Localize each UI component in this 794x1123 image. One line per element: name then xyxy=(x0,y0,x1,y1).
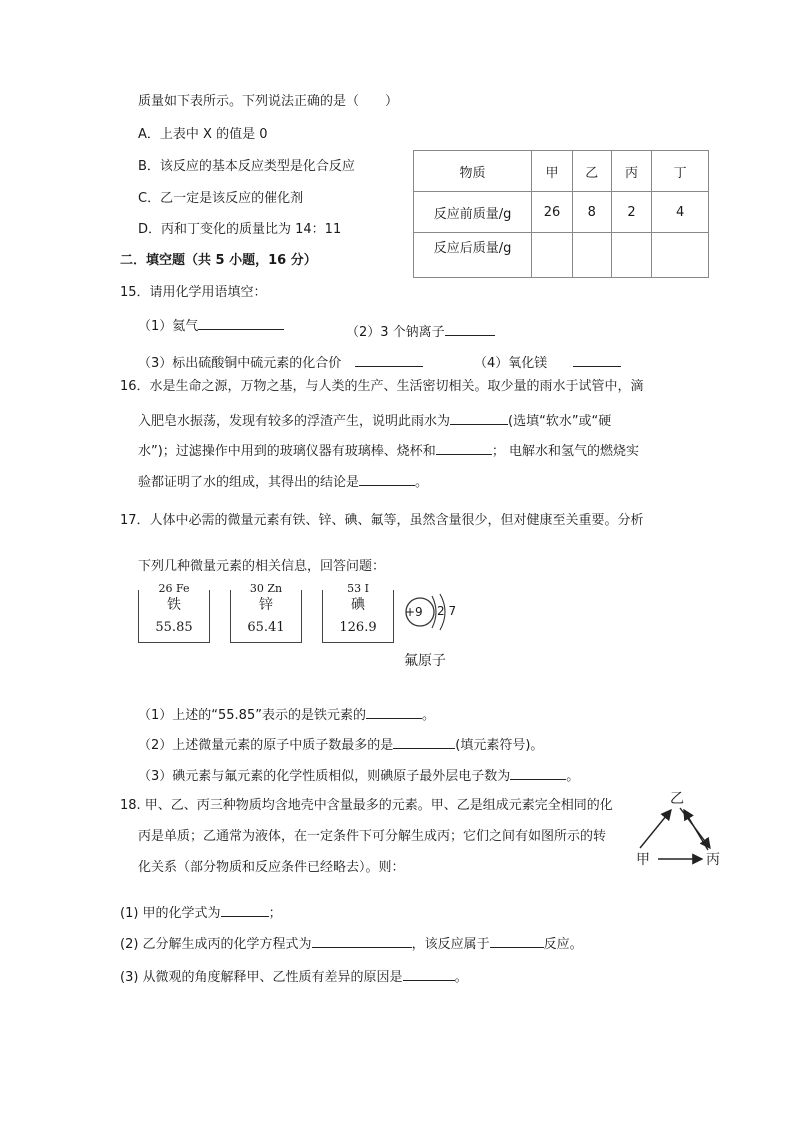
element-name: 碘 xyxy=(351,597,365,613)
element-mass: 55.85 xyxy=(155,620,193,635)
answer-blank[interactable] xyxy=(510,765,566,780)
section-heading: 二．填空题（共 5 小题，16 分） xyxy=(120,253,317,268)
q16-line2 xyxy=(138,410,611,431)
answer-blank[interactable] xyxy=(198,315,284,330)
answer-blank[interactable] xyxy=(366,704,422,719)
q15-part3 xyxy=(138,346,423,373)
table-row xyxy=(414,192,709,233)
q14-stem: 质量如下表所示。下列说法正确的是（ ） xyxy=(138,94,399,109)
element-card-iron xyxy=(138,582,210,643)
q18-part1 xyxy=(120,902,282,923)
table-cell: 26 xyxy=(532,192,573,233)
q14-table xyxy=(413,150,709,256)
q17-part3-end: 。 xyxy=(566,769,580,784)
q16-line3a: 水”)；过滤操作中用到的玻璃仪器有玻璃棒、烧杯和 xyxy=(138,444,436,459)
q18-part3 xyxy=(120,966,468,987)
q17-part1-text: （1）上述的“55.85”表示的是铁元素的 xyxy=(138,708,366,723)
answer-blank[interactable] xyxy=(490,933,544,948)
table-row xyxy=(414,233,709,278)
q18-part2-mid: ，该反应属于 xyxy=(411,937,490,952)
diagram-node-yi: 乙 xyxy=(670,791,684,807)
q18-part3-end: 。 xyxy=(454,970,468,985)
table-cell: 反应前质量/g xyxy=(414,192,532,233)
table-cell: 丙 xyxy=(611,151,652,192)
arrow-bing-to-yi xyxy=(684,810,708,850)
table-cell xyxy=(652,233,709,278)
q17-line2: 下列几种微量元素的相关信息，回答问题： xyxy=(138,559,386,574)
q15-part1 xyxy=(138,315,284,336)
answer-blank[interactable] xyxy=(445,321,495,336)
element-card-iodine xyxy=(322,582,394,643)
q15-stem: 15．请用化学用语填空： xyxy=(120,285,267,300)
answer-blank[interactable] xyxy=(221,902,269,917)
table-cell xyxy=(572,233,611,278)
answer-blank[interactable] xyxy=(436,440,492,455)
table-cell: 8 xyxy=(572,192,611,233)
table-cell xyxy=(611,233,652,278)
q16-line3 xyxy=(138,440,639,461)
electron-shells: 2 7 xyxy=(437,604,457,618)
element-number-symbol: 53 I xyxy=(347,582,369,595)
table-cell: 甲 xyxy=(532,151,573,192)
answer-blank[interactable] xyxy=(312,933,412,948)
q14-option-a: A．上表中 X 的值是 0 xyxy=(138,127,268,142)
q16-line3b: ； 电解水和氢气的燃烧实 xyxy=(491,444,639,459)
q18-part2-end: 反应。 xyxy=(543,937,583,952)
element-mass: 65.41 xyxy=(247,620,285,635)
q16-line4a: 验都证明了水的组成，其得出的结论是 xyxy=(138,475,360,490)
q18-line3: 化关系（部分物质和反应条件已经略去）。则： xyxy=(138,860,405,875)
q15-part3-text: （3）标出硫酸铜中硫元素的化合价 xyxy=(138,356,342,371)
diagram-node-jia: 甲 xyxy=(636,852,650,868)
element-name: 锌 xyxy=(259,597,273,613)
q16-line4b: 。 xyxy=(415,475,429,490)
q18-part2-text: (2) 乙分解生成丙的化学方程式为 xyxy=(120,937,312,952)
q15-part4 xyxy=(474,346,621,373)
arrow-jia-to-yi xyxy=(640,810,671,848)
table-cell: 4 xyxy=(652,192,709,233)
q16-line2b: (选填“软水”或“硬 xyxy=(508,414,612,429)
q18-part2 xyxy=(120,933,583,954)
q16-line1: 16．水是生命之源，万物之基，与人类的生产、生活密切相关。取少量的雨水于试管中，滴 xyxy=(120,379,644,394)
table-cell xyxy=(532,233,573,278)
q17-line1: 17．人体中必需的微量元素有铁、锌、碘、氟等，虽然含量很少，但对健康至关重要。分析 xyxy=(120,513,644,528)
answer-blank[interactable] xyxy=(450,410,508,425)
element-card-zinc xyxy=(230,582,302,643)
q18-part1-end: ； xyxy=(268,906,282,921)
q17-part2-text: （2）上述微量元素的原子中质子数最多的是 xyxy=(138,738,394,753)
table-cell: 反应后质量/g xyxy=(414,233,532,278)
q16-line4 xyxy=(138,471,428,492)
q15-part1-text: （1）氦气 xyxy=(138,319,199,334)
q17-part2 xyxy=(138,734,543,755)
q18-line1: 18. 甲、乙、丙三种物质均含地壳中含量最多的元素。甲、乙是组成元素完全相同的化 xyxy=(120,798,613,813)
answer-blank[interactable] xyxy=(403,966,455,981)
answer-blank[interactable] xyxy=(359,471,415,486)
answer-blank[interactable] xyxy=(355,352,423,367)
q17-part2-end: (填元素符号)。 xyxy=(455,738,544,753)
table-cell: 乙 xyxy=(572,151,611,192)
q14-option-d: D．丙和丁变化的质量比为 14：11 xyxy=(138,222,342,237)
q15-part2 xyxy=(346,315,495,342)
nucleus-charge: +9 xyxy=(405,605,423,619)
q15-part2-text: （2）3 个钠离子 xyxy=(346,325,445,340)
q14-option-b: B．该反应的基本反应类型是化合反应 xyxy=(138,159,355,174)
q17-part3 xyxy=(138,765,579,786)
answer-blank[interactable] xyxy=(573,352,621,367)
q17-part1 xyxy=(138,704,435,725)
q17-part1-end: 。 xyxy=(421,708,435,723)
diagram-node-bing: 丙 xyxy=(706,852,720,868)
q18-part1-text: (1) 甲的化学式为 xyxy=(120,906,221,921)
table-cell: 物质 xyxy=(414,151,532,192)
q15-part4-text: （4）氧化镁 xyxy=(474,356,548,371)
table-cell: 2 xyxy=(611,192,652,233)
atom-label: 氟原子 xyxy=(404,653,446,669)
q18-line2: 丙是单质；乙通常为液体，在一定条件下可分解生成丙；它们之间有如图所示的转 xyxy=(138,829,607,844)
q16-line2a: 入肥皂水振荡，发现有较多的浮渣产生，说明此雨水为 xyxy=(138,414,451,429)
element-number-symbol: 30 Zn xyxy=(249,582,283,595)
element-name: 铁 xyxy=(167,597,181,613)
table-cell: 丁 xyxy=(652,151,709,192)
table-header-row xyxy=(414,151,709,192)
answer-blank[interactable] xyxy=(393,734,455,749)
element-mass: 126.9 xyxy=(339,620,377,635)
q17-part3-text: （3）碘元素与氟元素的化学性质相似，则碘原子最外层电子数为 xyxy=(138,769,511,784)
element-number-symbol: 26 Fe xyxy=(158,582,190,595)
q14-option-c: C．乙一定是该反应的催化剂 xyxy=(138,191,304,206)
q18-part3-text: (3) 从微观的角度解释甲、乙性质有差异的原因是 xyxy=(120,970,403,985)
